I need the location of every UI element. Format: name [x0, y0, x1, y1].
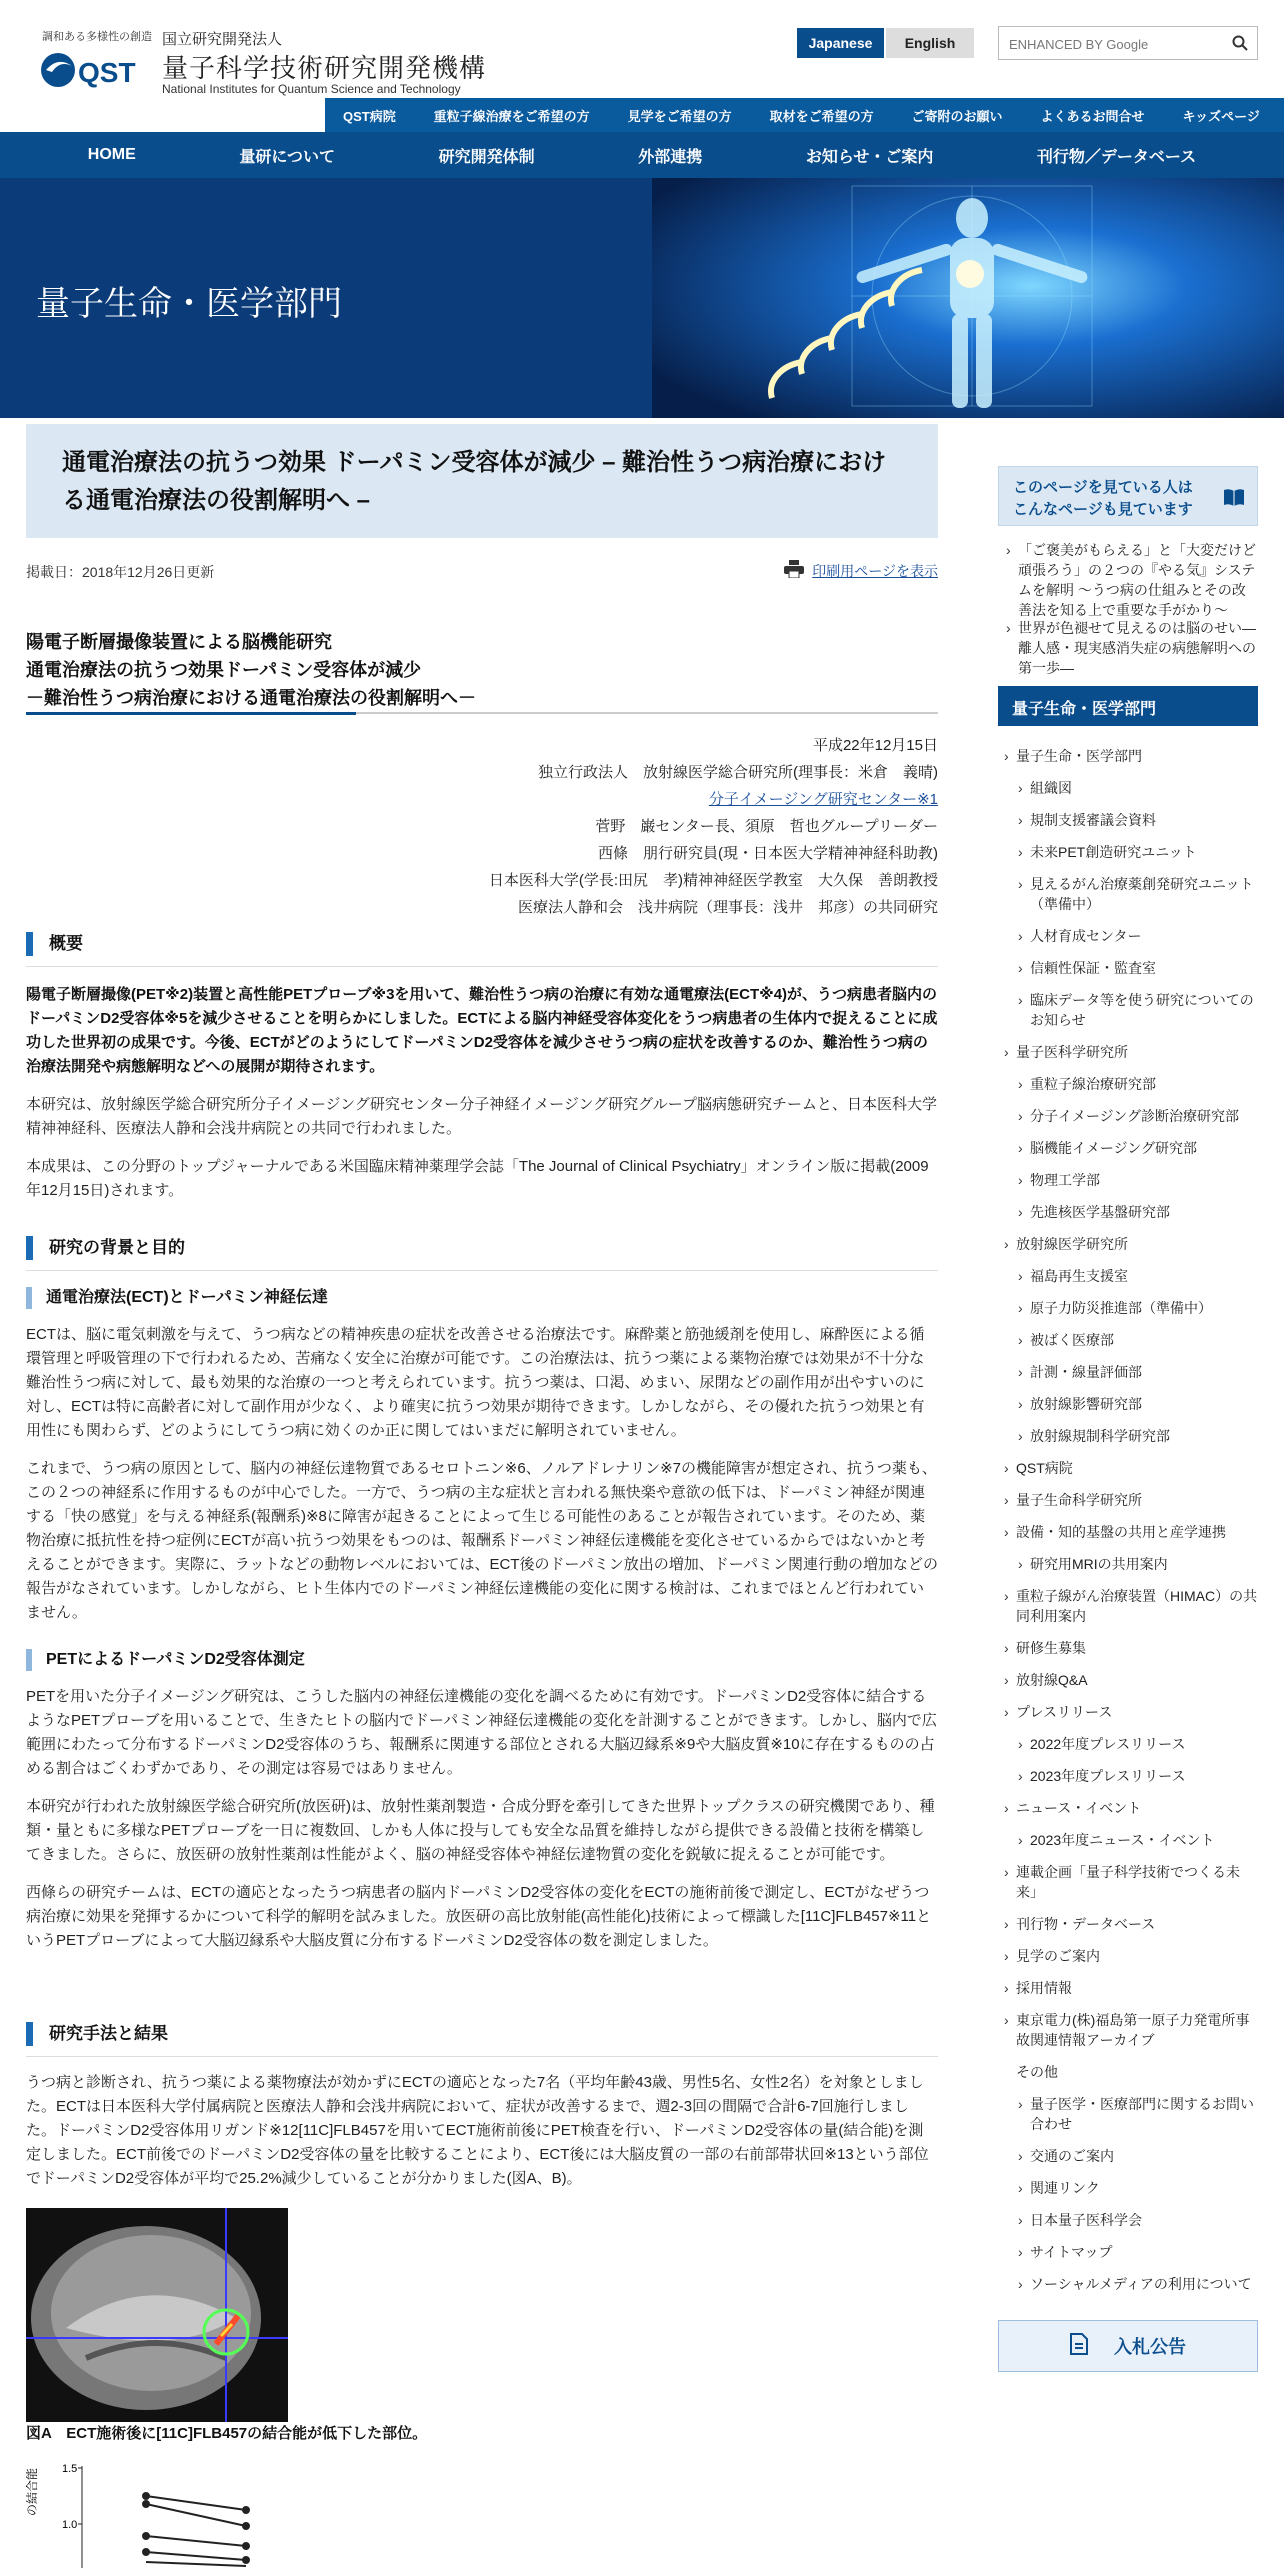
- subnav-press[interactable]: 取材をご希望の方: [769, 108, 874, 124]
- sidebar-nav-item[interactable]: › 2023年度プレスリリース: [1030, 1766, 1258, 1786]
- sidebar-nav-item: その他: [1016, 2064, 1058, 2080]
- lang-english-button[interactable]: English: [886, 28, 974, 58]
- sidebar-nav-item[interactable]: › 東京電力(株)福島第一原子力発電所事故関連情報アーカイブ: [1016, 2010, 1258, 2050]
- sidebar-nav-item[interactable]: › 量子生命・医学部門: [1016, 746, 1258, 766]
- sidebar-nav-item[interactable]: › 計測・線量評価部: [1030, 1362, 1258, 1382]
- sidebar-nav-item[interactable]: › 交通のご案内: [1030, 2146, 1258, 2166]
- graph-ytick-1-0: 1.0: [62, 2519, 78, 2531]
- sidebar-nav-item[interactable]: › 重粒子線治療研究部: [1030, 1074, 1258, 1094]
- author-block: [26, 732, 938, 921]
- hero-title: 量子生命・医学部門: [36, 285, 342, 323]
- sidebar-nav-item[interactable]: › ソーシャルメディアの利用について: [1030, 2274, 1258, 2294]
- intro-line-3: －難治性うつ病治療における通電治療法の役割解明へ－: [26, 688, 476, 708]
- utility-nav: [325, 98, 1284, 132]
- sidebar-nav-item[interactable]: › 放射線規制科学研究部: [1030, 1426, 1258, 1446]
- article-title: 通電治療法の抗うつ効果 ドーパミン受容体が減少 – 難治性うつ病治療における通電治療法の役割解明へ –: [62, 449, 887, 514]
- sidebar-nav-item[interactable]: › 設備・知的基盤の共用と産学連携: [1016, 1522, 1258, 1542]
- sidebar-nav-item[interactable]: › 脳機能イメージング研究部: [1030, 1138, 1258, 1158]
- search-input[interactable]: [998, 26, 1258, 60]
- figure-b-graph: [26, 2456, 286, 2568]
- sidebar-nav-item[interactable]: › 量子生命科学研究所: [1016, 1490, 1258, 1510]
- graph-ytick-1-5: 1.5: [62, 2463, 78, 2475]
- bid-notice-label: 入札公告: [1114, 2337, 1186, 2357]
- sidebar-nav-item[interactable]: › 先進核医学基盤研究部: [1030, 1202, 1258, 1222]
- sidebar-nav-item[interactable]: › 福島再生支援室: [1030, 1266, 1258, 1286]
- sidebar-nav-item[interactable]: › 研究用MRIの共用案内: [1030, 1554, 1258, 1574]
- sidebar-nav-item[interactable]: › 量子医学・医療部門に関するお問い合わせ: [1030, 2094, 1258, 2134]
- nav-publications[interactable]: 刊行物／データベース: [1036, 148, 1197, 166]
- sidebar-nav-item[interactable]: › 信頼性保証・監査室: [1030, 958, 1258, 978]
- methods-para-1: うつ病と診断され、抗うつ薬による薬物療法が効かずにECTの適応となった7名（平均年齢43歳、男性5名、女性2名）を対象としました。ECTは日本医科大学付属病院と医療法人静和会浅井病院において、症状が改善するまで、週2-3回の間隔で合計6-7回施行しました。ドーパミンD2受容体用リガンド※12[11C]FLB457を用いてECT施術前後にPET検査を行い、ドーパミンD2受容体の量(結合能)を測定しました。ECT前後でのドーパミンD2受容体の量を比較することにより、ECT後には大脳皮質の一部の右前部帯状回※13という部位でドーパミンD2受容体が平均で25.2%減少していることが分かりました(図A、B)。: [26, 2074, 929, 2187]
- bg-para-4: 本研究が行われた放射線医学総合研究所(放医研)は、放射性薬剤製造・合成分野を牽引してきた世界トップクラスの研究機関であり、種類・量ともに多様なPETプローブを一日に複数回、しかも人体に投与しても安全な品質を維持しながら提供できる設備と技術を構築してきました。さらに、放医研の放射性薬剤は性能がよく、脳の神経受容体や神経伝達物質の変化を鋭敏に捉えることが可能です。: [26, 1798, 935, 1863]
- intro-line-1: 陽電子断層撮像装置による脳機能研究: [26, 632, 332, 652]
- logo-tagline: 調和ある多様性の創造: [42, 31, 152, 43]
- author-line-1: 菅野 巌センター長、須原 哲也グループリーダー: [595, 818, 938, 835]
- nav-news[interactable]: お知らせ・ご案内: [805, 148, 934, 166]
- sidebar-nav-item[interactable]: › 2022年度プレスリリース: [1030, 1734, 1258, 1754]
- release-date: 平成22年12月15日: [812, 737, 938, 754]
- hero-image: [652, 178, 1284, 418]
- related-pages-header: [998, 466, 1258, 526]
- org-type: 国立研究開発法人: [162, 31, 283, 48]
- subnav-qst-hospital[interactable]: QST病院: [343, 108, 396, 124]
- nav-research[interactable]: 研究開発体制: [438, 148, 535, 166]
- subnav-kids[interactable]: キッズページ: [1182, 108, 1260, 124]
- sidebar-nav-item[interactable]: › 放射線医学研究所: [1016, 1234, 1258, 1254]
- figure-a-brain-image: [26, 2208, 288, 2422]
- intro-line-2: 通電治療法の抗うつ効果ドーパミン受容体が減少: [26, 660, 422, 680]
- sidebar-nav-item[interactable]: › 研修生募集: [1016, 1638, 1258, 1658]
- main-nav: [0, 132, 1284, 178]
- author-institute: 独立行政法人 放射線医学総合研究所(理事長：米倉 義晴): [538, 764, 938, 781]
- bid-notice-button[interactable]: [998, 2320, 1258, 2372]
- sidebar-nav-item[interactable]: › 放射線影響研究部: [1030, 1394, 1258, 1414]
- svg-text:QST: QST: [78, 57, 136, 88]
- sidebar-nav-item[interactable]: › 臨床データ等を使う研究についてのお知らせ: [1030, 990, 1258, 1030]
- section-heading: 研究の背景と目的: [26, 1236, 938, 1260]
- sidebar-nav-item[interactable]: › 未来PET創造研究ユニット: [1030, 842, 1258, 862]
- posted-date: 掲載日：2018年12月26日更新: [26, 564, 215, 580]
- subnav-tour[interactable]: 見学をご希望の方: [627, 108, 732, 124]
- section-summary: [26, 932, 938, 1203]
- sidebar-nav-item[interactable]: › 2023年度ニュース・イベント: [1030, 1830, 1258, 1850]
- sidebar-nav-item[interactable]: › 人材育成センター: [1030, 926, 1258, 946]
- site-header: [0, 0, 1284, 98]
- sidebar-nav-item[interactable]: › QST病院: [1016, 1458, 1258, 1478]
- related-title: このページを見ている人は こんなページも見ています: [1013, 479, 1193, 518]
- bg-para-1: ECTは、脳に電気刺激を与えて、うつ病などの精神疾患の症状を改善させる治療法です。麻酔薬と筋弛緩剤を使用し、麻酔医による循環管理と呼吸管理の下で行われるため、苦痛なく安全に治療が可能です。この治療法は、抗うつ薬による薬物治療では効果が不十分な難治性うつ病に対して、最も効果的な治療の一つと考えられています。抗うつ薬は、口渇、めまい、尿閉などの副作用が出やすいのに対し、ECTは特に高齢者に対して副作用が少なく、より確実に抗うつ効果が期待できます。しかしながら、その優れた抗うつ効果と有用性にも関わらず、どのようにしてうつ病に効くのか正に関してはいまだに解明されていません。: [26, 1326, 925, 1439]
- print-link[interactable]: [784, 560, 938, 581]
- section-heading: 研究手法と結果: [26, 2022, 938, 2046]
- print-link-text[interactable]: 印刷用ページを表示: [812, 562, 938, 579]
- section-methods: [26, 2022, 938, 2191]
- subsection-heading: 通電治療法(ECT)とドーパミン神経伝達: [26, 1287, 938, 1309]
- section-heading: 概要: [26, 932, 938, 956]
- author-line-2: 西條 朋行研究員(現・日本医大学精神神経科助教): [598, 845, 938, 862]
- author-line-4: 医療法人静和会 浅井病院（理事長：浅井 邦彦）の共同研究: [517, 899, 938, 916]
- sidebar-nav-item[interactable]: › 規制支援審議会資料: [1030, 810, 1258, 830]
- search-icon[interactable]: [1223, 27, 1257, 59]
- sidebar-nav-item[interactable]: › 組織図: [1030, 778, 1258, 798]
- sidebar-nav-item[interactable]: › 連載企画「量子科学技術でつくる未来」: [1016, 1862, 1258, 1902]
- site-logo[interactable]: [38, 28, 498, 98]
- sidebar-nav-item[interactable]: › 刊行物・データベース: [1016, 1914, 1258, 1934]
- hero-banner: [0, 178, 1284, 418]
- sidebar-nav-item[interactable]: › 採用情報: [1016, 1978, 1258, 1998]
- article-title-box: [26, 424, 938, 538]
- subnav-faq[interactable]: よくあるお問合せ: [1040, 108, 1145, 124]
- sidebar-nav-item[interactable]: › ニュース・イベント: [1016, 1798, 1258, 1818]
- sidebar-nav-item[interactable]: › 被ばく医療部: [1030, 1330, 1258, 1350]
- section-background: [26, 1236, 938, 1953]
- printer-icon: [784, 560, 804, 581]
- bg-para-2: これまで、うつ病の原因として、脳内の神経伝達物質であるセロトニン※6、ノルアドレナリン※7の機能障害が想定され、抗うつ薬も、この２つの神経系に作用するものが中心でした。一方で、うつ病の主な症状と言われる無快楽や意欲の低下は、ドーパミン神経が関連する「快の感覚」を与える神経系(報酬系)※8に障害が起きることによって生じる可能性のあることが報告されています。そのため、薬物治療に抵抗性を持つ症例にECTが高い抗うつ効果をもつのは、報酬系ドーパミン神経伝達機能を変化させているからではないかと考えることができます。実際に、ラットなどの動物レベルにおいては、ECT後のドーパミン放出の増加、ドーパミン関連行動の増加などの報告がなされています。しかしながら、ヒト生体内でのドーパミン神経伝達機能の変化に関する検討は、これまでほとんど行われていません。: [26, 1460, 939, 1621]
- subnav-donation[interactable]: ご寄附のお願い: [911, 108, 1003, 124]
- bg-para-5: 西條らの研究チームは、ECTの適応となったうつ病患者の脳内ドーパミンD2受容体の変化をECTの施術前後で測定し、ECTがなぜうつ病治療に効果を発揮するかについて科学的解明を試みました。放医研の高比放射能(高性能化)技術によって標識した[11C]FLB457※11というPETプローブによって大脳辺縁系や大脳皮質に分布するドーパミンD2受容体の数を測定しました。: [26, 1884, 932, 1949]
- document-icon: [1070, 2333, 1088, 2360]
- center-link[interactable]: 分子イメージング研究センター※1: [708, 791, 938, 808]
- figure-a-caption: 図A ECT施術後に[11C]FLB457の結合能が低下した部位。: [26, 2425, 428, 2442]
- qst-logo-mark: [38, 48, 158, 88]
- sidebar-nav-item[interactable]: › 原子力防災推進部（準備中）: [1030, 1298, 1258, 1318]
- org-name: 量子科学技術研究開発機構: [162, 53, 487, 83]
- category-heading[interactable]: 量子生命・医学部門: [998, 686, 1258, 726]
- sidebar-nav-item[interactable]: › 日本量子医科学会: [1030, 2210, 1258, 2230]
- sidebar-nav-item[interactable]: › 関連リンク: [1030, 2178, 1258, 2198]
- summary-para-2: 本研究は、放射線医学総合研究所分子イメージング研究センター分子神経イメージング研究グループ脳病態研究チームと、日本医科大学精神神経科、医療法人静和会浅井病院との共同で行われました。: [26, 1096, 937, 1137]
- subsection-heading: PETによるドーパミンD2受容体測定: [26, 1649, 938, 1671]
- author-line-3: 日本医科大学(学長:田尻 孝)精神神経医学教室 大久保 善朗教授: [488, 872, 938, 889]
- lang-japanese-button[interactable]: Japanese: [797, 28, 884, 58]
- sidebar-nav-item[interactable]: › 放射線Q&A: [1016, 1670, 1258, 1690]
- nav-partnership[interactable]: 外部連携: [638, 148, 703, 166]
- bg-para-3: PETを用いた分子イメージング研究は、こうした脳内の神経伝達機能の変化を調べるために有効です。ドーパミンD2受容体に結合するようなPETプローブを用いることで、生きたヒトの脳内でドーパミン神経伝達機能の変化を計測することができます。しかし、脳内で広範囲にわたって分布するドーパミンD2受容体のうち、報酬系に関連する部位とされる大脳辺縁系※9や大脳皮質※10に存在するものの占める割合はごくわずかであり、その測定は容易ではありません。: [26, 1688, 937, 1777]
- sidebar-nav-item[interactable]: › 分子イメージング診断治療研究部: [1030, 1106, 1258, 1126]
- nav-home[interactable]: HOME: [87, 146, 136, 163]
- related-link-2[interactable]: › 世界が色褪せて見えるのは脳のせい―離人感・現実感消失症の病態解明への第一歩―: [1006, 618, 1258, 678]
- org-name-en: National Institutes for Quantum Science and Technology: [162, 82, 461, 96]
- related-link-1[interactable]: › 「ご褒美がもらえる」と「大変だけど頑張ろう」の２つの『やる気』システムを解明 〜うつ病の仕組みとその改善法を知る上で重要な手がかり〜: [1006, 540, 1258, 620]
- sidebar-nav-item[interactable]: › 物理工学部: [1030, 1170, 1258, 1190]
- sidebar-nav-item[interactable]: › プレスリリース: [1016, 1702, 1258, 1722]
- nav-about[interactable]: 量研について: [239, 148, 336, 166]
- summary-lead: 陽電子断層撮像(PET※2)装置と高性能PETプローブ※3を用いて、難治性うつ病の治療に有効な通電療法(ECT※4)が、うつ病患者脳内のドーパミンD2受容体※5を減少させることを明らかにしました。ECTによる脳内神経受容体変化をうつ病患者の生体内で捉えることに成功した世界初の成果です。今後、ECTがどのようにしてドーパミンD2受容体を減少させうつ病の症状を改善するのか、難治性うつ病の治療法開発や病態解明などへの展開が期待されます。: [26, 986, 938, 1075]
- sidebar-nav-item[interactable]: › サイトマップ: [1030, 2242, 1258, 2262]
- sidebar-nav-item[interactable]: › 見学のご案内: [1016, 1946, 1258, 1966]
- subnav-heavy-ion[interactable]: 重粒子線治療をご希望の方: [433, 108, 590, 124]
- sidebar-nav-item[interactable]: › 見えるがん治療薬創発研究ユニット（準備中）: [1030, 874, 1258, 914]
- sidebar-nav-item[interactable]: › 重粒子線がん治療装置（HIMAC）の共同利用案内: [1016, 1586, 1258, 1626]
- summary-para-3: 本成果は、この分野のトップジャーナルである米国臨床精神薬理学会誌「The Journal of Clinical Psychiatry」オンライン版に掲載(2009年12月15日)されます。: [26, 1158, 929, 1199]
- sidebar-nav-item[interactable]: › 量子医科学研究所: [1016, 1042, 1258, 1062]
- book-icon: [1223, 487, 1245, 512]
- intro-divider: [26, 712, 938, 714]
- intro-heading: [26, 628, 938, 712]
- graph-ylabel: の結合能: [26, 2467, 39, 2516]
- search-placeholder: ENHANCED BY Google: [1009, 37, 1149, 52]
